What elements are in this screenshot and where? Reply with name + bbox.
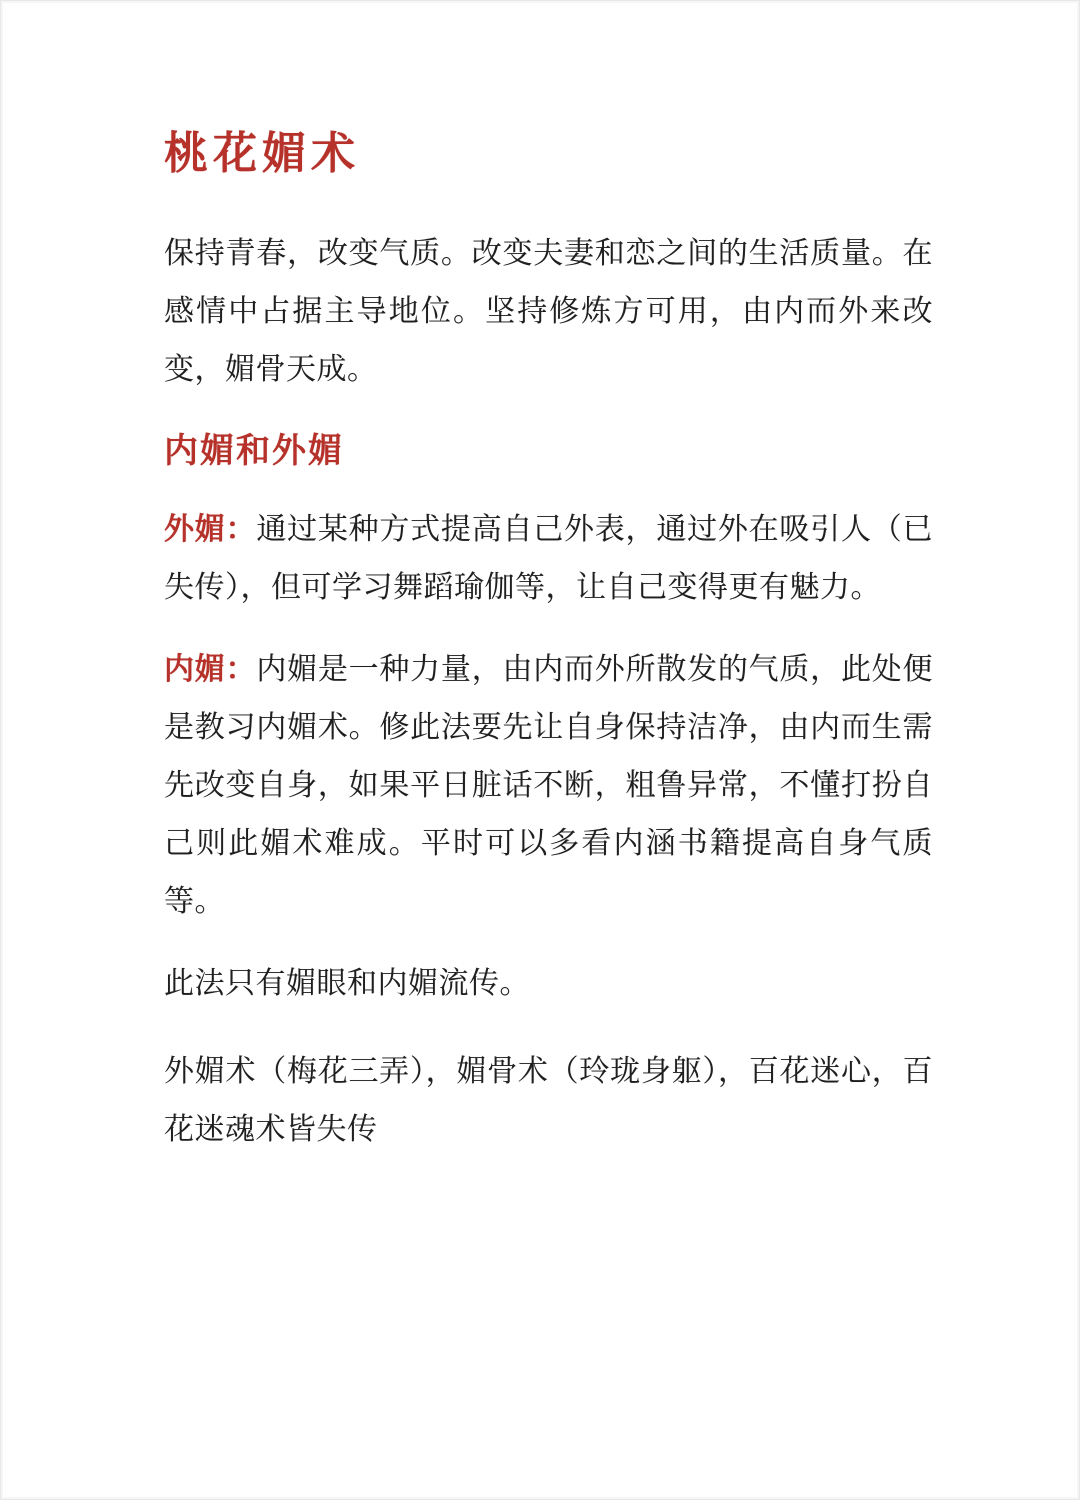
document-content (164, 123, 933, 1183)
entry-waimei-label: 外媚： (164, 513, 257, 546)
entry-waimei-paragraph (164, 501, 933, 617)
note-paragraph: 此法只有媚眼和内媚流传。 (164, 967, 530, 1000)
section-heading: 内媚和外媚 (164, 433, 344, 470)
entry-neimei-text: 内媚是一种力量，由内而外所散发的气质，此处便是教习内媚术。修此法要先让自身保持洁净，由内而生需先改变自身，如果平日脏话不断，粗鲁异常，不懂打扮自己则此媚术难成。平时可以多看内涵书籍提高自身气质等。 (164, 653, 933, 918)
intro-paragraph: 保持青春，改变气质。改变夫妻和恋之间的生活质量。在感情中占据主导地位。坚持修炼方可用，由内而外来改变，媚骨天成。 (164, 237, 933, 386)
closing-paragraph: 外媚术（梅花三弄），媚骨术（玲珑身躯），百花迷心，百花迷魂术皆失传 (164, 1055, 933, 1146)
entry-neimei-paragraph (164, 641, 933, 931)
entry-waimei-text: 通过某种方式提高自己外表，通过外在吸引人（已失传），但可学习舞蹈瑜伽等，让自己变得更有魅力。 (164, 513, 933, 604)
entry-neimei-label: 内媚： (164, 653, 257, 686)
page-title: 桃花媚术 (164, 129, 360, 178)
